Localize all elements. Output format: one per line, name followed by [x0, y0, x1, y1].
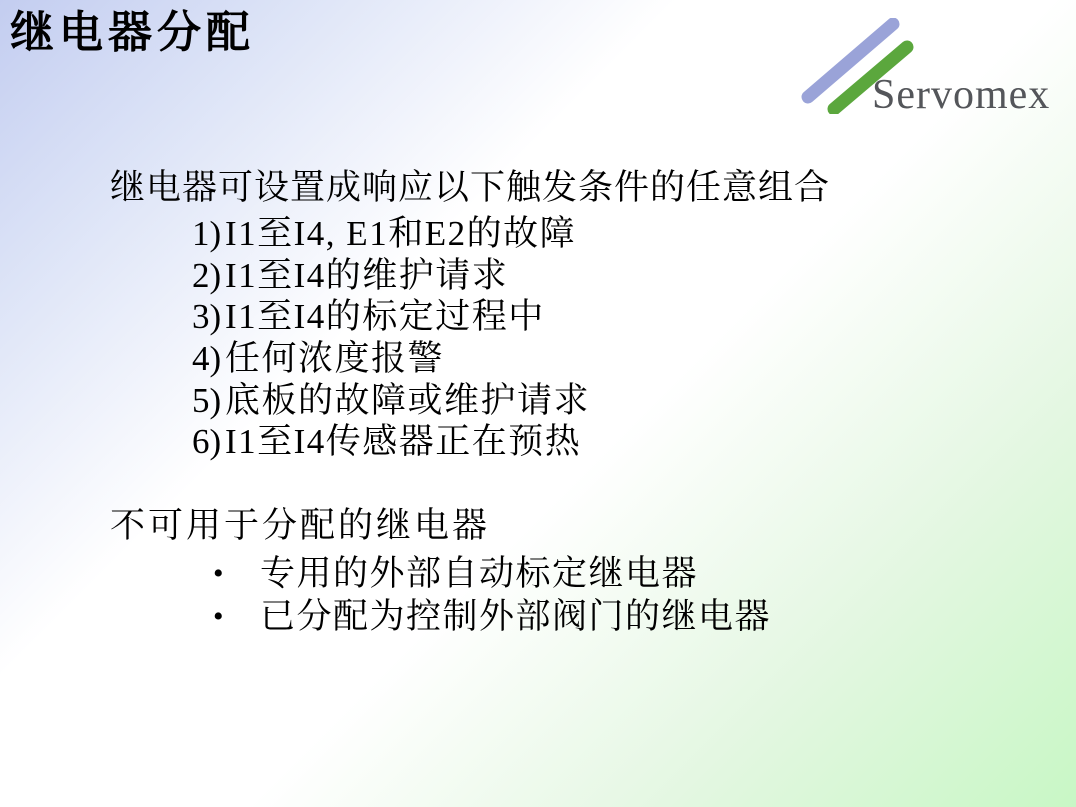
item-number: 5)	[192, 380, 222, 420]
unassignable-item-2	[213, 595, 771, 638]
item-number: 6)	[192, 422, 222, 462]
item-text: I1至I4, E1和E2的故障	[225, 214, 577, 253]
trigger-item-3	[192, 296, 590, 338]
unassignable-item-1	[213, 552, 771, 595]
page-title: 继电器分配	[10, 8, 255, 57]
bullet-text: 专用的外部自动标定继电器	[260, 554, 699, 593]
bullet-marker: •	[213, 600, 224, 633]
item-text: 底板的故障或维护请求	[225, 380, 591, 420]
item-text: I1至I4传感器正在预热	[225, 422, 582, 462]
item-number: 2)	[192, 255, 222, 295]
section-heading-unassignable-relays: 不可用于分配的继电器	[110, 506, 491, 545]
item-number: 4)	[192, 339, 222, 379]
trigger-item-1	[192, 213, 590, 255]
item-text: I1至I4的标定过程中	[225, 297, 545, 337]
trigger-item-5	[192, 380, 590, 422]
bullet-text: 已分配为控制外部阀门的继电器	[260, 597, 772, 636]
trigger-conditions-list	[192, 213, 590, 463]
trigger-item-4	[192, 338, 590, 380]
item-text: I1至I4的维护请求	[225, 255, 509, 295]
item-number: 1)	[192, 214, 222, 253]
unassignable-relays-list	[213, 552, 771, 638]
item-text: 任何浓度报警	[225, 339, 445, 379]
intro-text: 继电器可设置成响应以下触发条件的任意组合	[110, 168, 831, 207]
servomex-logo-text: Servomex	[872, 72, 1051, 118]
item-number: 3)	[192, 297, 222, 337]
bullet-marker: •	[213, 557, 224, 590]
trigger-item-2	[192, 255, 590, 297]
trigger-item-6	[192, 421, 590, 463]
